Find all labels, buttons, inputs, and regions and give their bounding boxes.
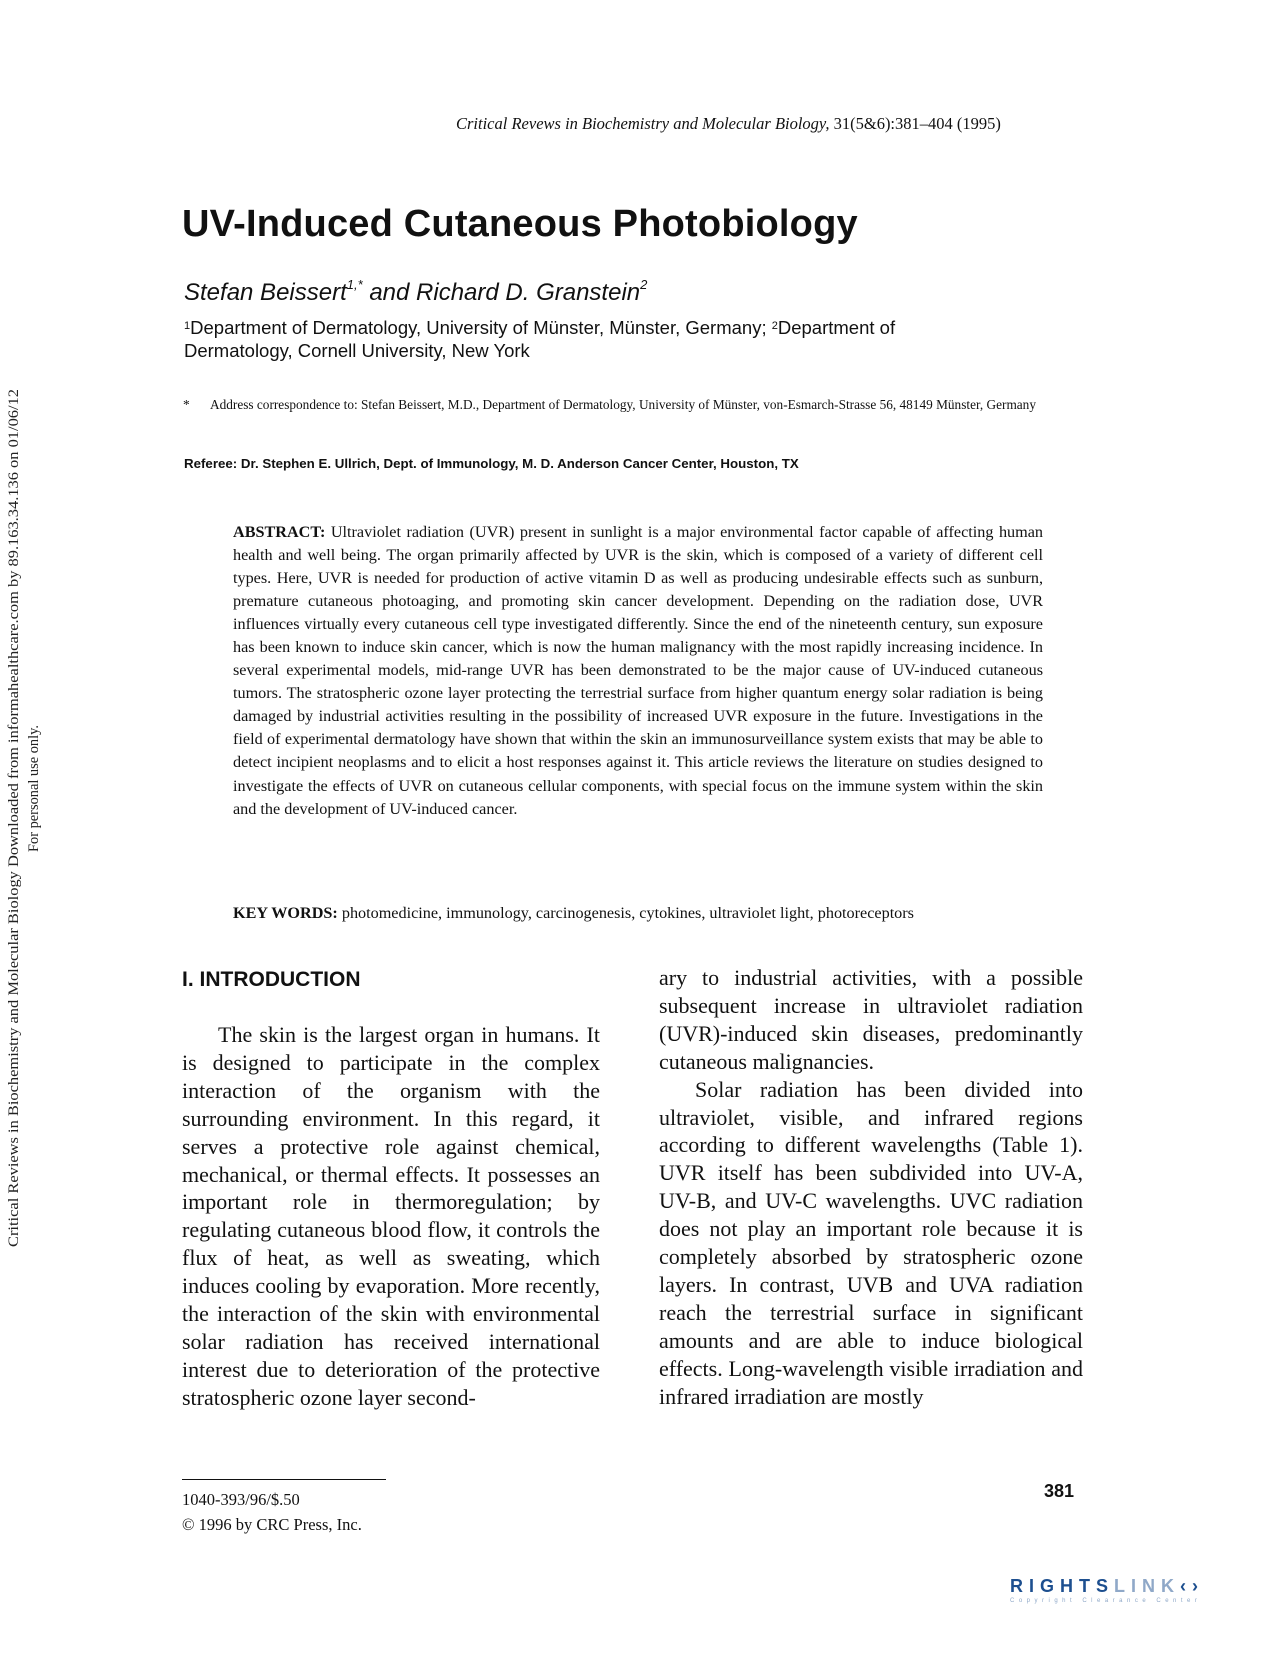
abstract [233,521,1043,821]
left-column [182,1021,600,1412]
affiliation-1-mark: 1 [184,320,191,332]
keywords-label: KEY WORDS: [233,904,338,922]
rightslink-tagline: Copyright Clearance Center [1010,1598,1202,1604]
author-1: Stefan Beissert [184,279,347,306]
author-joiner: and Richard D. Granstein [369,279,641,306]
rightslink-logo [1010,1576,1204,1604]
correspondence-text: Address correspondence to: Stefan Beissert, M.D., Department of Dermatology, University of Münster, von-Esmarch-Strasse 56, 48149 Münster, Germany [210,397,1036,412]
abstract-text: Ultraviolet radiation (UVR) present in sunlight is a major environmental factor capable of affecting human health and well being. The organ primarily affected by UVR is the skin, which is composed of a variety of different cell types. Here, UVR is needed for production of active vitamin D as well as producing undesirable effects such as sunburn, premature cutaneous photoaging, and promoting skin cancer development. Depending on the radiation dose, UVR influences virtually every cutaneous cell type investigated differently. Since the end of the nineteenth century, sun exposure has been known to induce skin cancer, which is now the human malignancy with the most rapidly increasing incidence. In several experimental models, mid-range UVR has been demonstrated to be the major cause of UV-induced cutaneous tumors. The stratospheric ozone layer protecting the terrestrial surface from higher quantum energy solar radiation is being damaged by industrial activities resulting in the possibility of increased UVR exposure in the future. Investigations in the field of experimental dermatology have shown that within the skin an immunosurveillance system exists that may be able to detect incipient neoplasms and to elicit a host responses against it. This article reviews the literature on studies designed to investigate the effects of UVR on cutaneous cellular components, with special focus on the immune system within the skin and the development of UV-induced cancer. [233,523,1044,818]
abstract-label: ABSTRACT: [233,523,326,541]
correspondence-note [183,394,1043,415]
affiliation-2: Department of Dermatology, Cornell University, New York [184,317,896,361]
rightslink-arrows-icon: ‹› [1180,1576,1205,1596]
paragraph: ary to industrial activities, with a possible subsequent increase in ultraviolet radiation (UVR)-induced skin diseases, predominantly cutaneous malignancies. [659,965,1083,1074]
article-title: UV-Induced Cutaneous Photobiology [182,203,858,245]
footnote-rule [182,1479,386,1480]
paragraph: Solar radiation has been divided into ultraviolet, visible, and infrared regions according to different wavelengths (Table 1). UVR itself has been subdivided into UV-A, UV-B, and UV-C wavelengths. UVC radiation does not play an important role because it is completely absorbed by stratospheric ozone layers. In contrast, UVB and UVA radiation reach the terrestrial surface in significant amounts and are able to induce biological effects. Long-wavelength visible irradiation and infrared irradiation are mostly [659,1076,1083,1409]
page-number: 381 [1044,1481,1075,1501]
download-stamp [0,387,44,1247]
section-heading: I. INTRODUCTION [182,968,361,991]
stamp-line-1: Critical Reviews in Biochemistry and Molecular Biology Downloaded from informahealthcare.com by 89.163.34.136 on 01/06/12 [6,495,22,1247]
referee-line: Referee: Dr. Stephen E. Ullrich, Dept. of Immunology, M. D. Anderson Cancer Center, Houston, TX [184,456,799,471]
stamp-line-2: For personal use only. [26,725,42,852]
journal-name: Critical Revews in Biochemistry and Molecular Biology, [456,114,830,133]
author-2-mark: 2 [640,277,648,292]
copyright-line: © 1996 by CRC Press, Inc. [182,1515,362,1534]
author-line [184,279,647,307]
download-stamp-svg [0,387,44,1247]
affiliation-2-mark: 2 [771,320,778,332]
paragraph: The skin is the largest organ in humans. It is designed to participate in the complex interaction of the organism with the surrounding environment. In this regard, it serves a protective role against chemical, mechanical, or thermal effects. It possesses an important role in thermoregulation; by regulating cutaneous blood flow, it controls the flux of heat, as well as sweating, which induces cooling by evaporation. More recently, the interaction of the skin with environmental solar radiation has received international interest due to deterioration of the protective stratospheric ozone layer second- [182,1022,600,1410]
issn-line: 1040-393/96/$.50 [182,1490,300,1509]
rightslink-rights: RIGHTS [1010,1576,1115,1596]
keywords [233,904,914,923]
journal-citation [456,114,1001,134]
affiliations [184,316,984,362]
affiliation-1: Department of Dermatology, University of Münster, Münster, Germany; [190,317,767,338]
footer-notice [182,1487,362,1537]
rightslink-link: LINK [1114,1576,1181,1596]
journal-volume-pages: 31(5&6):381–404 (1995) [833,114,1001,133]
keywords-text: photomedicine, immunology, carcinogenesis, cytokines, ultraviolet light, photoreceptors [341,904,914,922]
right-column [659,964,1083,1411]
author-1-marks: 1,* [346,277,363,292]
footnote-star: * [183,397,190,412]
